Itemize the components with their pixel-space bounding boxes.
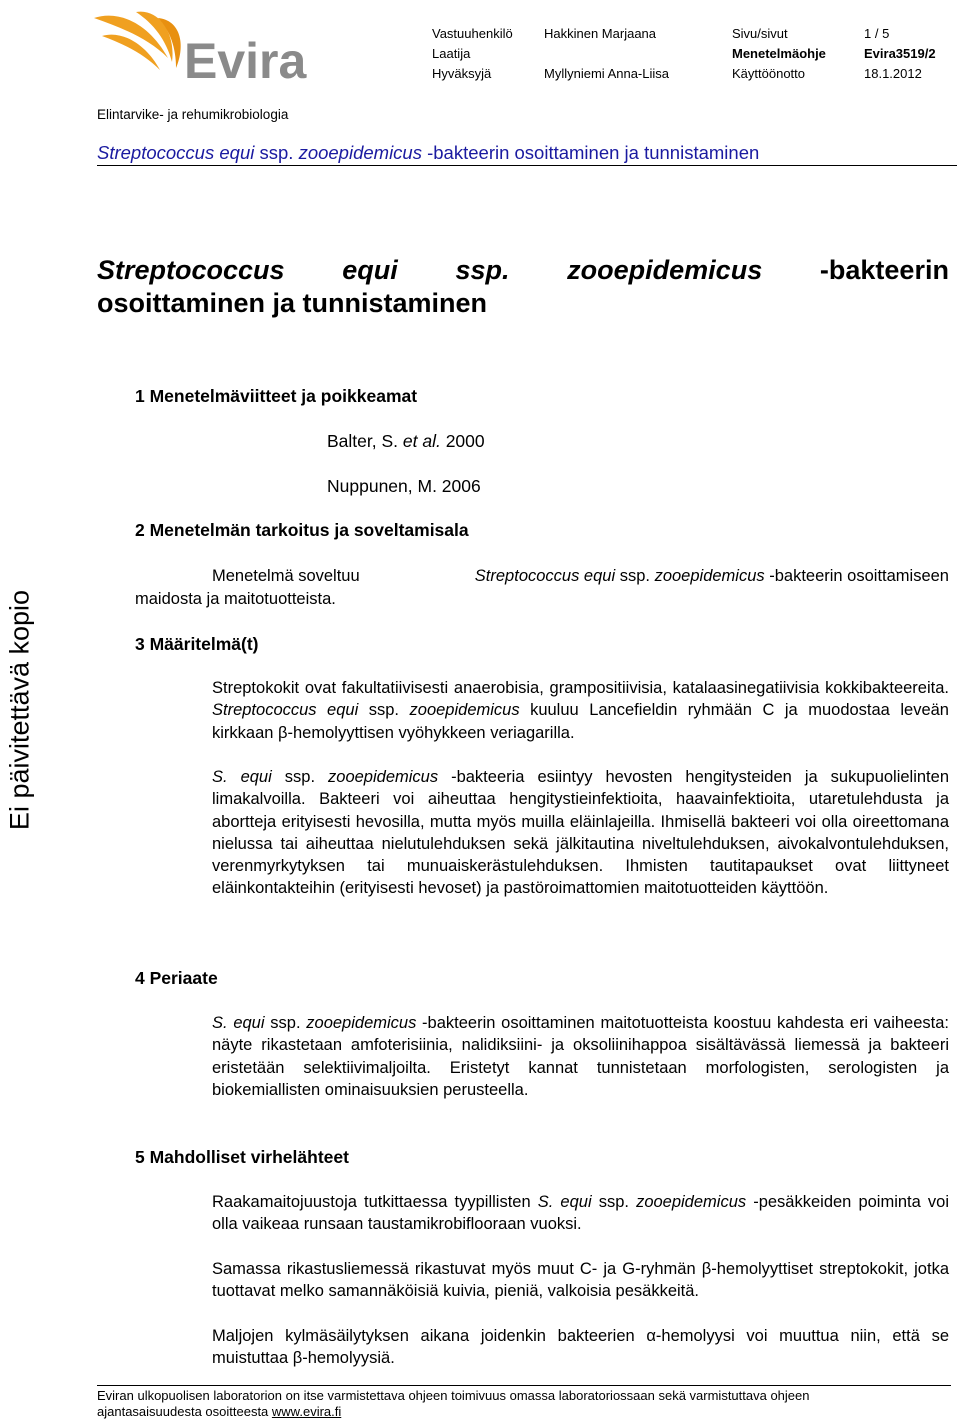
running-title-genus: Streptococcus equi [97,142,255,163]
title-word-species: equi [342,255,398,285]
header-row-2 [432,44,952,64]
section-3-p1-genus: Streptococcus equi [212,701,359,720]
document-title [97,254,949,320]
section-3-title: 3 Määritelmä(t) [135,634,259,654]
section-2-body-line-2: maidosta ja maitotuotteista. [135,590,336,608]
section-3-p1-species: zooepidemicus [409,701,520,720]
section-4-d: -bakteerin osoittaminen maitotuotteista koostuu kahdesta eri vaiheesta: näyte rikastetaan amfoterisiinia, nalidiksiini- ja oksoliinihappoa sisältävässä liemessä ja bakteeri eristetään selektiivimaljoilta. Eristetyt kannat tunnistetaan morfologisten, serologisten ja biokemiallisten ominaisuuksien perusteella. [212,1014,949,1099]
section-3-paragraph-1 [212,677,949,744]
header-value-effective: 18.1.2012 [864,66,922,81]
section-3-p2-ssp: ssp. [271,768,329,786]
section-2-text-a: Menetelmä soveltuu [212,567,365,585]
section-3-p2-genus: S. equi [212,768,272,786]
section-4-title: 4 Periaate [135,968,218,988]
running-title [97,142,759,164]
evira-logo-mark [88,10,320,84]
header-label-responsible: Vastuuhenkilö [432,26,513,41]
document-title-line-1 [97,254,949,287]
section-3-p2-species: zooepidemicus [328,768,439,786]
sidebar-watermark-text: Ei päivitettävä kopio [4,589,35,831]
logo-text: Evira [184,33,307,84]
section-2-ssp: ssp. [615,567,655,585]
title-word-genus: Streptococcus [97,255,285,285]
section-5-p1-a: Raakamaitojuustoja tutkittaessa tyypillisten [212,1193,538,1211]
header-label-pages: Sivu/sivut [732,26,788,41]
section-2-species: zooepidemicus [654,567,765,585]
department-label: Elintarvike- ja rehumikrobiologia [97,107,289,122]
section-4-species: zooepidemicus [306,1014,417,1032]
header-value-approver: Myllyniemi Anna-Liisa [544,66,669,81]
footer-line-2-text: ajantasaisuudesta osoitteesta [97,1404,272,1419]
header-value-responsible: Hakkinen Marjaana [544,26,657,41]
reference-balter-author: Balter, S. [327,431,403,451]
section-5-paragraph-2: Samassa rikastusliemessä rikastuvat myös muut C- ja G-ryhmän β-hemolyyttiset streptokokit, jotka tuottavat melko samannäköisiä kuivia, pieniä, valkoisia pesäkkeitä. [212,1260,949,1301]
header-row-1 [432,24,952,44]
reference-nuppunen: Nuppunen, M. 2006 [327,476,481,496]
evira-logo [88,10,320,84]
reference-balter-etal: et al. [402,431,441,451]
header-rule [97,165,957,166]
section-3-p2-d: -bakteeria esiintyy hevosten hengitysteiden ja sukupuolielinten limakalvoilla. Bakteeri voi aiheuttaa hengitystieinfektioita, haavainfektioita, utaretulehdusta ja abortteja erityisesti hevosilla, mutta myös muilla eläinlajeilla. Ihmisellä bakteeri voi olla oireettomana nielussa tai aiheuttaa nielutulehduksen sekä jälkitautina niveltulehduksen, aivokalvontulehduksen, verenmyrkytyksen tai munuaiskerästulehduksen. Ihmisten tautitapaukset ovat liittyneet eläinkontakteihin (erityisesti hevoset) ja pastöroimattomien maitotuotteiden käyttöön. [212,768,949,898]
header-label-approver: Hyväksyjä [432,66,492,81]
section-5-p1-ssp: ssp. [591,1193,637,1211]
document-title-line-2: osoittaminen ja tunnistaminen [97,288,488,318]
section-1-title: 1 Menetelmäviitteet ja poikkeamat [135,386,418,406]
header-label-doctype: Menetelmäohje [732,46,826,61]
section-4-ssp: ssp. [264,1014,307,1032]
title-word-ssp: ssp. [455,255,510,285]
header-value-docid: Evira3519/2 [864,46,936,61]
running-title-rest: -bakteerin osoittaminen ja tunnistaminen [421,142,760,163]
section-2-genus: Streptococcus equi [474,567,616,585]
section-5-p1-species: zooepidemicus [636,1193,747,1211]
section-5-title: 5 Mahdolliset virhelähteet [135,1147,349,1167]
section-5-paragraph-3: Maljojen kylmäsäilytyksen aikana joidenkin bakteerien α-hemolyysi voi muuttua niin, että se muistuttaa β-hemolyysiä. [212,1327,949,1368]
title-word-bakteerin: -bakteerin [819,255,949,285]
section-3-paragraph-2 [212,766,949,900]
section-4-genus: S. equi [212,1014,265,1032]
section-2-text-e: -bakteerin osoittamiseen [764,567,949,585]
header-value-pages: 1 / 5 [864,26,890,41]
footer-link-evira[interactable]: www.evira.fi [271,1404,342,1419]
sidebar-watermark [0,560,40,860]
section-5-p1-e: -pesäkkeiden poiminta voi olla vaikeaa runsaan taustamikrobiflooraan vuoksi. [212,1193,949,1234]
section-2-organism [475,565,949,587]
section-2-body [212,565,949,587]
footer [97,1388,957,1420]
section-5-paragraph-1 [212,1191,949,1236]
title-word-subspecies: zooepidemicus [567,255,763,285]
header-label-effective: Käyttöönotto [732,66,805,81]
reference-balter-year: 2000 [440,431,485,451]
header-row-3 [432,64,952,84]
footer-rule [97,1385,951,1386]
section-4-paragraph [212,1012,949,1101]
running-title-species: zooepidemicus [298,142,422,163]
section-3-p1-a: Streptokokit ovat fakultatiivisesti anaerobisia, grampositiivisia, katalaasinegatiivisia kokkibakteereita. [212,679,949,697]
header-label-author: Laatija [432,46,471,61]
footer-line-1: Eviran ulkopuolisen laboratorion on itse varmistettava ohjeen toimivuus omassa laboratoriossaan sekä varmistuttava ohjeen [97,1388,810,1403]
section-5-p1-genus: S. equi [537,1193,592,1211]
section-3-p1-e: kuuluu Lancefieldin ryhmään C ja muodostaa leveän kirkkaan β-hemolyyttisen vyöhykkeen veriagarilla. [212,701,949,742]
section-3-p1-ssp: ssp. [358,701,410,720]
footer-line-2 [97,1404,957,1420]
section-2-title: 2 Menetelmän tarkoitus ja soveltamisala [135,520,469,540]
reference-balter [327,431,485,452]
running-title-ssp: ssp. [254,142,299,163]
